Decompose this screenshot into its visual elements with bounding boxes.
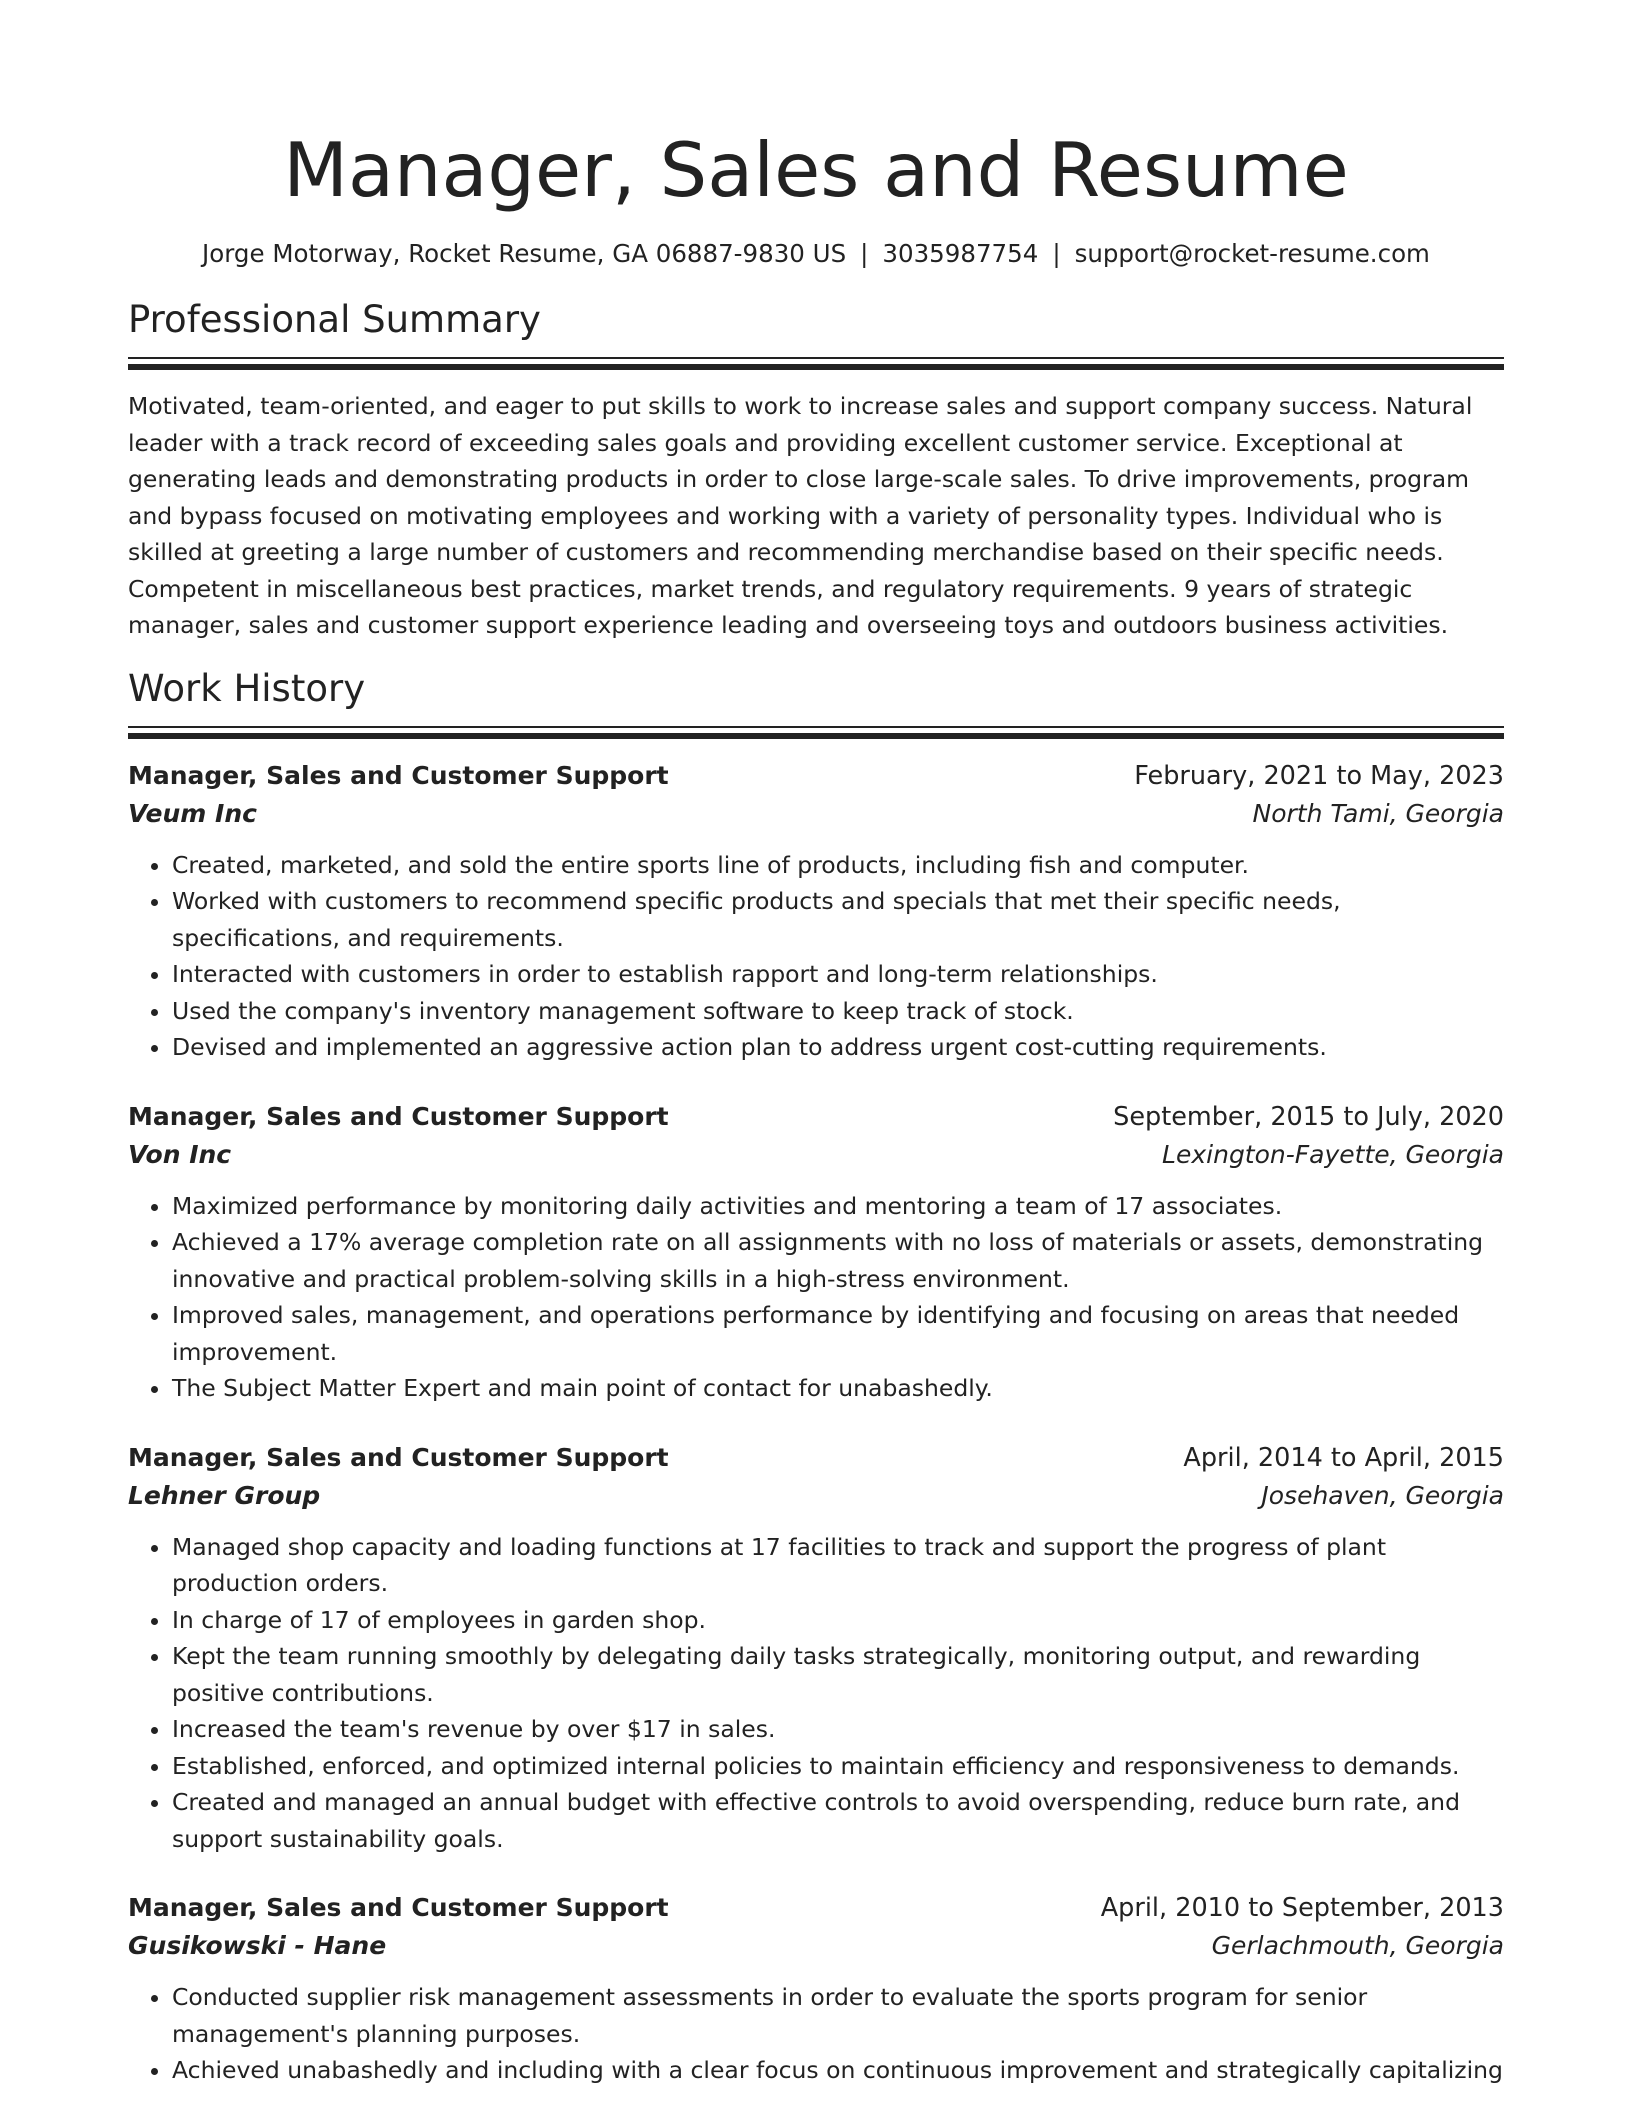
job-bullet: • Achieved unabashedly and including with a clear focus on continuous improvement and strategically capitalizing [172,2052,1504,2089]
work-history-section [128,664,1504,2089]
job-bullet: • Improved sales, management, and operations performance by identifying and focusing on areas that needed improvement. [172,1297,1504,1370]
job-bullet: • Achieved a 17% average completion rate on all assignments with no loss of materials or assets, demonstrating innovative and practical problem-solving skills in a high-stress environment. [172,1224,1504,1297]
job-title: Manager, Sales and Customer Support [128,760,669,790]
job-company: Lehner Group [128,1480,321,1510]
job-bullet: • Kept the team running smoothly by delegating daily tasks strategically, monitoring output, and rewarding positive contributions. [172,1638,1504,1711]
job-company: Von Inc [128,1139,232,1169]
job-location: Josehaven, Georgia [1261,1480,1504,1510]
job-location: Lexington-Fayette, Georgia [1162,1139,1504,1169]
job-dates: April, 2014 to April, 2015 [1183,1442,1504,1473]
job-bullet-list [128,847,1504,1066]
contact-separator: | [860,239,869,268]
contact-line [128,237,1504,271]
contact-address: Jorge Motorway, Rocket Resume, GA 06887-9830 US [202,239,847,268]
section-title-work-history: Work History [128,666,366,710]
job-title-row [128,1098,1504,1136]
summary-text: Motivated, team-oriented, and eager to put skills to work to increase sales and support company success. Natural leader with a track record of exceeding sales goals and providing excellent customer service. Exceptional at generating leads and demonstrating products in order to close large-scale sales. To drive improvements, program and bypass focused on motivating employees and working with a variety of personality types. Individual who is skilled at greeting a large number of customers and recommending merchandise based on their specific needs. Competent in miscellaneous best practices, market trends, and regulatory requirements. 9 years of strategic manager, sales and customer support experience leading and overseeing toys and outdoors business activities. [128,392,1473,639]
job-list [128,757,1504,2089]
job-bullet: • The Subject Matter Expert and main point of contact for unabashedly. [172,1370,1504,1407]
job-bullet: • Interacted with customers in order to establish rapport and long-term relationships. [172,956,1504,993]
job-company-row [128,1477,1504,1515]
job-entry [128,757,1504,1066]
job-entry [128,1439,1504,1858]
section-divider [128,357,1504,359]
job-bullet: • Maximized performance by monitoring daily activities and mentoring a team of 17 associates. [172,1188,1504,1225]
job-location: Gerlachmouth, Georgia [1211,1931,1504,1960]
job-location: North Tami, Georgia [1252,798,1504,828]
job-bullet: • Devised and implemented an aggressive action plan to address urgent cost-cutting requirements. [172,1029,1504,1066]
contact-email: support@rocket-resume.com [1074,239,1430,268]
job-dates: September, 2015 to July, 2020 [1113,1101,1504,1132]
professional-summary-section [128,295,1504,644]
job-bullet: • Used the company's inventory management software to keep track of stock. [172,993,1504,1030]
job-title: Manager, Sales and Customer Support [128,1893,669,1922]
contact-phone: 3035987754 [882,239,1039,268]
section-divider-thick [128,364,1504,370]
job-bullet: • Increased the team's revenue by over $17 in sales. [172,1711,1504,1748]
job-company: Veum Inc [128,798,257,828]
resume-name: Manager, Sales and Resume [283,126,1349,214]
job-company: Gusikowski - Hane [128,1931,387,1960]
job-bullet: • Established, enforced, and optimized internal policies to maintain efficiency and responsiveness to demands. [172,1748,1504,1785]
job-bullet: • Worked with customers to recommend specific products and specials that met their specific needs, specifications, and requirements. [172,883,1504,956]
job-bullet: • Managed shop capacity and loading functions at 17 facilities to track and support the progress of plant production orders. [172,1529,1504,1602]
job-title-row [128,1439,1504,1477]
section-divider [128,726,1504,728]
job-company-row [128,795,1504,833]
job-title: Manager, Sales and Customer Support [128,1442,669,1472]
job-bullet-list [128,1529,1504,1858]
job-company-row [128,1927,1504,1965]
job-company-row [128,1136,1504,1174]
job-bullet: • Created, marketed, and sold the entire sports line of products, including fish and computer. [172,847,1504,884]
job-title-row [128,757,1504,795]
job-dates: April, 2010 to September, 2013 [1100,1893,1504,1923]
job-entry [128,1098,1504,1407]
job-bullet: • Conducted supplier risk management assessments in order to evaluate the sports program for senior management's planning purposes. [172,1979,1504,2052]
job-dates: February, 2021 to May, 2023 [1134,760,1504,791]
job-bullet-list [128,1188,1504,1407]
resume-page [128,0,1504,2089]
job-bullet-list [128,1979,1504,2089]
job-entry [128,1889,1504,2089]
job-bullet: • Created and managed an annual budget with effective controls to avoid overspending, reduce burn rate, and support sustainability goals. [172,1784,1504,1857]
contact-separator: | [1052,239,1061,268]
section-divider-thick [128,733,1504,739]
job-title-row [128,1889,1504,1927]
job-bullet: • In charge of 17 of employees in garden shop. [172,1602,1504,1639]
job-title: Manager, Sales and Customer Support [128,1101,669,1131]
section-title-summary: Professional Summary [128,298,541,341]
